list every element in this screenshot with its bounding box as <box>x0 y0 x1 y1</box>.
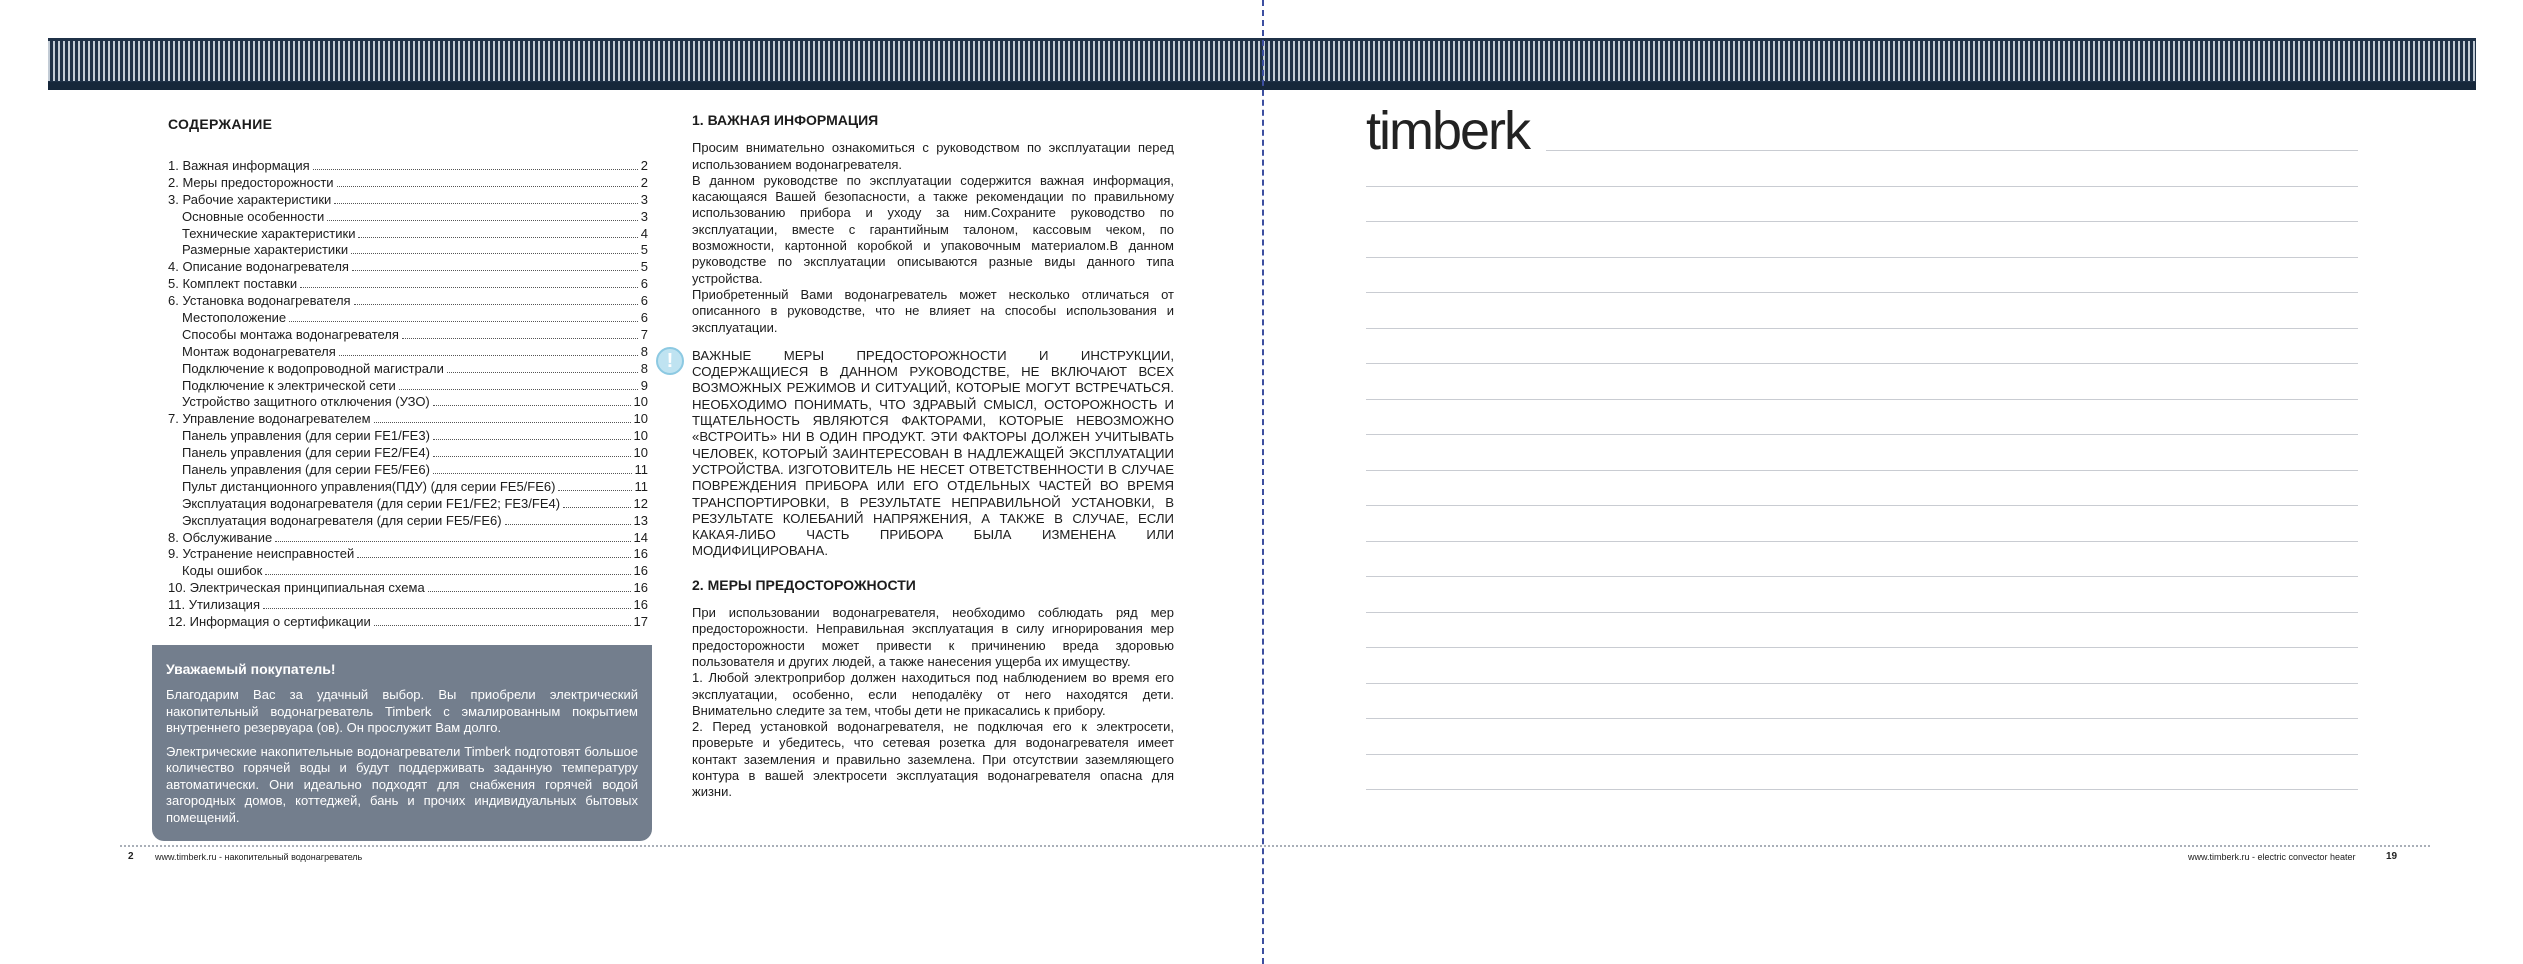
section2-paragraph-2: 1. Любой электроприбор должен находиться под наблюдением во время его эксплуатации, особенно, если неподалёку от него находятся дети. Внимательно следите за тем, чтобы дети не прикасались к прибору. <box>692 670 1174 718</box>
toc-leader-dots <box>337 186 638 187</box>
toc-row <box>168 192 648 209</box>
toc-row <box>168 259 648 276</box>
toc-item-page: 8 <box>640 343 648 359</box>
toc-leader-dots <box>374 422 631 423</box>
toc-item-label: 10. Электрическая принципиальная схема <box>168 580 425 596</box>
toc-row <box>168 361 648 378</box>
toc-leader-dots <box>563 507 630 508</box>
toc-item-page: 7 <box>640 326 648 342</box>
toc-leader-dots <box>402 338 638 339</box>
toc-row <box>168 378 648 395</box>
section1-paragraph-1: Просим внимательно ознакомиться с руководством по эксплуатации перед использованием водонагревателя. <box>692 140 1174 172</box>
toc-item-page: 16 <box>633 563 648 579</box>
note-line <box>1366 576 2358 577</box>
toc-leader-dots <box>558 490 631 491</box>
toc-row <box>168 479 648 496</box>
toc-row <box>168 293 648 310</box>
toc-row <box>168 209 648 226</box>
toc-item-page: 11 <box>634 478 648 494</box>
toc-row <box>168 614 648 631</box>
toc-leader-dots <box>358 237 637 238</box>
table-of-contents <box>168 116 648 631</box>
toc-item-label: Подключение к электрической сети <box>182 377 396 393</box>
toc-row <box>168 546 648 563</box>
note-line <box>1366 683 2358 684</box>
section2-title: 2. МЕРЫ ПРЕДОСТОРОЖНОСТИ <box>692 576 916 593</box>
toc-leader-dots <box>265 574 630 575</box>
toc-leader-dots <box>352 270 638 271</box>
toc-item-label: Эксплуатация водонагревателя (для серии FE1/FE2; FE3/FE4) <box>182 495 561 511</box>
toc-title: СОДЕРЖАНИЕ <box>168 116 273 132</box>
toc-leader-dots <box>433 439 631 440</box>
toc-leader-dots <box>263 608 631 609</box>
toc-item-page: 16 <box>633 580 648 596</box>
toc-row <box>168 597 648 614</box>
toc-item-page: 5 <box>640 242 648 258</box>
toc-item-label: 4. Описание водонагревателя <box>168 259 349 275</box>
note-line <box>1366 434 2358 435</box>
timberk-logo: timberk <box>1366 101 1530 161</box>
toc-item-label: Панель управления (для серии FE2/FE4) <box>182 445 430 461</box>
toc-row <box>168 394 648 411</box>
section1-title: 1. ВАЖНАЯ ИНФОРМАЦИЯ <box>692 112 879 128</box>
toc-leader-dots <box>289 321 638 322</box>
note-line <box>1366 789 2358 790</box>
toc-item-page: 14 <box>633 529 648 545</box>
note-line <box>1366 292 2358 293</box>
toc-row <box>168 276 648 293</box>
toc-leader-dots <box>339 355 638 356</box>
toc-row <box>168 462 648 479</box>
toc-item-page: 6 <box>640 293 648 309</box>
toc-leader-dots <box>334 203 638 204</box>
toc-item-label: 9. Устранение неисправностей <box>168 546 355 562</box>
toc-item-label: Устройство защитного отключения (УЗО) <box>182 394 430 410</box>
toc-item-page: 2 <box>640 174 648 190</box>
toc-leader-dots <box>354 304 638 305</box>
left-footer-text: www.timberk.ru - накопительный водонагреватель <box>155 852 363 862</box>
exclamation-icon: ! <box>656 347 684 375</box>
toc-item-page: 16 <box>633 597 648 613</box>
precautions-section <box>692 577 1174 801</box>
toc-leader-dots <box>313 169 638 170</box>
toc-row <box>168 175 648 192</box>
note-line <box>1366 541 2358 542</box>
toc-item-page: 11 <box>634 462 648 478</box>
toc-row <box>168 445 648 462</box>
right-page-number: 19 <box>2386 851 2398 862</box>
note-line <box>1366 399 2358 400</box>
toc-row <box>168 428 648 445</box>
toc-row <box>168 563 648 580</box>
left-page-number: 2 <box>128 851 134 862</box>
toc-item-label: Монтаж водонагревателя <box>182 343 336 359</box>
toc-item-label: Панель управления (для серии FE1/FE3) <box>182 428 430 444</box>
toc-item-page: 10 <box>633 428 648 444</box>
toc-item-page: 13 <box>633 512 648 528</box>
toc-item-label: 3. Рабочие характеристики <box>168 191 332 207</box>
toc-list <box>168 158 648 631</box>
toc-leader-dots <box>327 220 638 221</box>
toc-item-page: 17 <box>633 614 648 630</box>
customer-note-box <box>152 645 652 841</box>
toc-item-label: Эксплуатация водонагревателя (для серии FE5/FE6) <box>182 512 502 528</box>
note-line <box>1366 612 2358 613</box>
note-line <box>1366 363 2358 364</box>
right-footer-text: www.timberk.ru - electric convector heater <box>2188 852 2356 862</box>
toc-item-label: Коды ошибок <box>182 563 263 579</box>
toc-item-page: 10 <box>633 394 648 410</box>
toc-leader-dots <box>505 524 631 525</box>
note-line <box>1366 505 2358 506</box>
toc-leader-dots <box>447 372 638 373</box>
toc-row <box>168 310 648 327</box>
toc-item-page: 2 <box>640 158 648 173</box>
note-line <box>1366 186 2358 187</box>
toc-row <box>168 242 648 259</box>
toc-item-label: Местоположение <box>182 310 287 326</box>
toc-item-page: 3 <box>640 208 648 224</box>
customer-paragraph-2: Электрические накопительные водонагреватели Timberk подготовят большое количество горячей воды и будут поддерживать заданную температуру автоматически. Они идеально подходят для снабжения горячей водой загородных домов, коттеджей, бань и прочих индивидуальных бытовых помещений. <box>166 743 638 825</box>
toc-row <box>168 226 648 243</box>
toc-leader-dots <box>433 473 632 474</box>
toc-row <box>168 530 648 547</box>
toc-item-label: 7. Управление водонагревателем <box>168 411 371 427</box>
toc-row <box>168 327 648 344</box>
toc-item-label: 12. Информация о сертификации <box>168 614 371 630</box>
toc-leader-dots <box>433 405 631 406</box>
note-line <box>1366 470 2358 471</box>
note-line <box>1546 150 2358 151</box>
note-line <box>1366 257 2358 258</box>
note-line <box>1366 718 2358 719</box>
toc-item-page: 10 <box>633 445 648 461</box>
toc-item-label: Способы монтажа водонагревателя <box>182 326 399 342</box>
toc-item-label: 6. Установка водонагревателя <box>168 293 351 309</box>
toc-item-label: 1. Важная информация <box>168 158 310 173</box>
toc-row <box>168 580 648 597</box>
toc-leader-dots <box>357 557 630 558</box>
toc-leader-dots <box>399 389 638 390</box>
toc-item-page: 4 <box>640 225 648 241</box>
section2-paragraph-1: При использовании водонагревателя, необходимо соблюдать ряд мер предосторожности. Неправильная эксплуатация в силу игнорирования мер предосторожности может привести к причинению вреда здоровью пользователя и других людей, а также нанесения ущерба их имуществу. <box>692 605 1174 669</box>
toc-item-label: 5. Комплект поставки <box>168 276 298 292</box>
toc-item-page: 12 <box>633 495 648 511</box>
toc-item-page: 3 <box>640 191 648 207</box>
toc-item-page: 8 <box>640 360 648 376</box>
toc-item-label: Технические характеристики <box>182 225 356 241</box>
toc-item-page: 16 <box>633 546 648 562</box>
note-line <box>1366 328 2358 329</box>
toc-item-page: 6 <box>640 276 648 292</box>
note-line <box>1366 647 2358 648</box>
section1-paragraph-3: Приобретенный Вами водонагреватель может несколько отличаться от описанного в руководстве, что не влияет на способы использования и эксплуатации. <box>692 286 1174 335</box>
toc-row <box>168 496 648 513</box>
toc-item-label: Основные особенности <box>182 208 325 224</box>
note-line <box>1366 754 2358 755</box>
note-line <box>1366 221 2358 222</box>
warning-block <box>666 347 1174 560</box>
toc-item-label: 2. Меры предосторожности <box>168 174 334 190</box>
toc-item-label: Размерные характеристики <box>182 242 349 258</box>
toc-item-label: 11. Утилизация <box>168 597 260 613</box>
toc-item-page: 10 <box>633 411 648 427</box>
footer-dotted-rule <box>120 845 2430 847</box>
section1-paragraph-2: В данном руководстве по эксплуатации содержится важная информация, касающаяся Вашей безопасности, а также рекомендации по правильному использованию прибора и уходу за ним.Сохраните руководство по эксплуатации, вместе с гарантийным талоном, кассовым чеком, по возможности, картонной коробкой и упаковочным материалом.В данном руководстве по эксплуатации описываются разные виды данного типа устройства. <box>692 172 1174 286</box>
customer-title: Уважаемый покупатель! <box>166 661 336 677</box>
toc-item-label: Пульт дистанционного управления(ПДУ) (для серии FE5/FE6) <box>182 478 556 494</box>
toc-item-page: 6 <box>640 310 648 326</box>
toc-leader-dots <box>351 253 638 254</box>
important-info-column <box>666 112 1174 801</box>
toc-item-label: 8. Обслуживание <box>168 529 273 545</box>
toc-item-page: 9 <box>640 377 648 393</box>
toc-leader-dots <box>374 625 631 626</box>
toc-item-label: Панель управления (для серии FE5/FE6) <box>182 462 430 478</box>
toc-item-label: Подключение к водопроводной магистрали <box>182 360 444 376</box>
toc-leader-dots <box>428 591 631 592</box>
toc-row <box>168 158 648 175</box>
toc-leader-dots <box>300 287 638 288</box>
toc-item-page: 5 <box>640 259 648 275</box>
warning-text: ВАЖНЫЕ МЕРЫ ПРЕДОСТОРОЖНОСТИ И ИНСТРУКЦИИ, СОДЕРЖАЩИЕСЯ В ДАННОМ РУКОВОДСТВЕ, НЕ ВКЛЮЧАЮТ ВСЕХ ВОЗМОЖНЫХ РЕЖИМОВ И СИТУАЦИЙ, КОТОРЫЕ МОГУТ ВСТРЕЧАТЬСЯ. НЕОБХОДИМО ПОНИМАТЬ, ЧТО ЗДРАВЫЙ СМЫСЛ, ОСТОРОЖНОСТЬ И ТЩАТЕЛЬНОСТЬ ЯВЛЯЮТСЯ ФАКТОРАМИ, КОТОРЫЕ НЕВОЗМОЖНО «ВСТРОИТЬ» НИ В ОДИН ПРОДУКТ. ЭТИ ФАКТОРЫ ДОЛЖЕН УЧИТЫВАТЬ ЧЕЛОВЕК, КОТОРЫЙ ЗАИНТЕРЕСОВАН В НАДЛЕЖАЩЕЙ ЭКСПЛУАТАЦИИ УСТРОЙСТВА. ИЗГОТОВИТЕЛЬ НЕ НЕСЕТ ОТВЕТСТВЕННОСТИ В СЛУЧАЕ ПОВРЕЖДЕНИЯ ПРИБОРА ИЛИ ЕГО ОТДЕЛЬНЫХ ЧАСТЕЙ ВО ВРЕМЯ ТРАНСПОРТИРОВКИ, В РЕЗУЛЬТАТЕ НЕПРАВИЛЬНОЙ УСТАНОВКИ, В РЕЗУЛЬТАТЕ КОЛЕБАНИЙ НАПРЯЖЕНИЯ, А ТАКЖЕ В СЛУЧАЕ, ЕСЛИ КАКАЯ-ЛИБО ЧАСТЬ ПРИБОРА БЫЛА ИЗМЕНЕНА ИЛИ МОДИФИЦИРОВАНА. <box>692 347 1174 559</box>
customer-paragraph-1: Благодарим Вас за удачный выбор. Вы приобрели электрический накопительный водонагреватель Timberk с эмалированным покрытием внутреннего резервуара (ов). Он прослужит Вам долго. <box>166 687 638 735</box>
toc-row <box>168 513 648 530</box>
section2-paragraph-3: 2. Перед установкой водонагревателя, не подключая его к электросети, проверьте и убедитесь, что сетевая розетка для водонагревателя имеет контакт заземления и правильно заземлена. При отсутствии заземляющего контура в вашей электросети эксплуатация водонагревателя опасна для жизни. <box>692 719 1174 800</box>
toc-row <box>168 411 648 428</box>
toc-leader-dots <box>433 456 631 457</box>
toc-row <box>168 344 648 361</box>
toc-leader-dots <box>275 541 630 542</box>
page-fold-line <box>1262 0 1264 964</box>
